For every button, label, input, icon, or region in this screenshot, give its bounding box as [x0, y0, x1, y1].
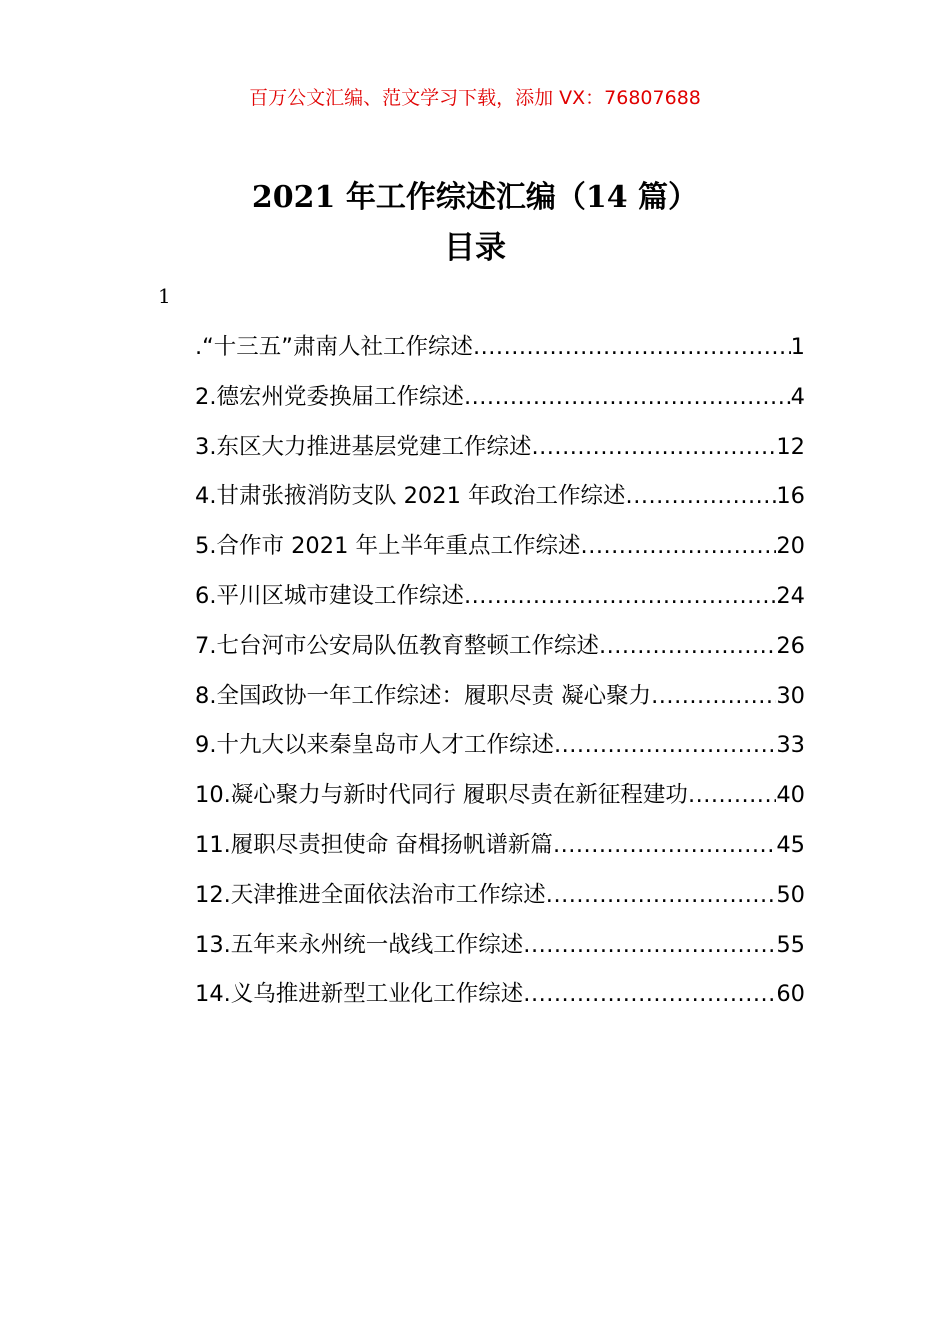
toc-entry-page: 20	[776, 533, 805, 560]
toc-entry-page: 50	[776, 881, 805, 908]
toc-heading: 目录	[444, 230, 506, 266]
toc-entry-title: 4.甘肃张掖消防支队 2021 年政治工作综述	[195, 483, 626, 510]
toc-leader-dots	[553, 825, 776, 865]
toc-entry-title: 5.合作市 2021 年上半年重点工作综述	[195, 533, 581, 560]
toc-leader-dots	[546, 875, 777, 915]
toc-leader-dots	[581, 526, 777, 566]
toc-entry-8[interactable]	[195, 676, 805, 726]
toc-entry-page: 4	[790, 383, 805, 410]
toc-leader-dots	[531, 427, 776, 467]
toc-entry-title: 8.全国政协一年工作综述：履职尽责 凝心聚力	[195, 682, 652, 709]
toc-entry-9[interactable]	[195, 725, 805, 775]
toc-entry-14[interactable]	[195, 974, 805, 1024]
toc-leader-dots	[473, 327, 791, 367]
toc-entry-title: 14.义乌推进新型工业化工作综述	[195, 981, 524, 1008]
toc-entry-7[interactable]	[195, 626, 805, 676]
stray-page-number: 1	[158, 284, 171, 308]
toc-leader-dots	[523, 974, 776, 1014]
toc-entry-title: 10.凝心聚力与新时代同行 履职尽责在新征程建功	[195, 782, 688, 809]
toc-entry-page: 55	[776, 931, 805, 958]
toc-entry-1[interactable]	[195, 327, 805, 377]
toc-leader-dots	[599, 626, 776, 666]
toc-entry-title: 12.天津推进全面依法治市工作综述	[195, 881, 546, 908]
toc-entry-page: 30	[776, 682, 805, 709]
toc-leader-dots	[688, 775, 776, 815]
toc-leader-dots	[554, 725, 776, 765]
toc-entry-title: 2.德宏州党委换届工作综述	[195, 383, 464, 410]
toc-entry-4[interactable]	[195, 476, 805, 526]
document-title: 2021 年工作综述汇编（14 篇）	[251, 180, 699, 215]
toc-entry-11[interactable]	[195, 825, 805, 875]
toc-entry-page: 16	[776, 483, 805, 510]
toc-entry-2[interactable]	[195, 377, 805, 427]
download-banner: 百万公文汇编、范文学习下载，添加 VX：76807688	[249, 87, 701, 109]
toc-entry-page: 60	[776, 981, 805, 1008]
toc-entry-title: 11.履职尽责担使命 奋楫扬帆谱新篇	[195, 831, 553, 858]
toc-entry-title: 6.平川区城市建设工作综述	[195, 582, 464, 609]
toc-entry-page: 26	[776, 632, 805, 659]
toc-leader-dots	[523, 925, 776, 965]
toc-entry-title: 3.东区大力推进基层党建工作综述	[195, 433, 532, 460]
toc-entry-title: .“十三五”肃南人社工作综述	[195, 334, 473, 360]
toc-leader-dots	[464, 377, 791, 417]
toc-entry-6[interactable]	[195, 576, 805, 626]
toc-entry-page: 40	[776, 782, 805, 809]
toc-entry-13[interactable]	[195, 925, 805, 975]
table-of-contents	[195, 327, 805, 1024]
toc-entry-12[interactable]	[195, 875, 805, 925]
toc-leader-dots	[464, 576, 776, 616]
toc-entry-3[interactable]	[195, 427, 805, 477]
toc-entry-page: 12	[776, 433, 805, 460]
toc-entry-page: 33	[776, 732, 805, 759]
toc-entry-title: 13.五年来永州统一战线工作综述	[195, 931, 524, 958]
toc-leader-dots	[651, 676, 776, 716]
toc-entry-page: 24	[776, 582, 805, 609]
toc-entry-title: 9.十九大以来秦皇岛市人才工作综述	[195, 732, 554, 759]
toc-entry-page: 1	[790, 334, 805, 360]
toc-entry-title: 7.七台河市公安局队伍教育整顿工作综述	[195, 632, 599, 659]
toc-entry-10[interactable]	[195, 775, 805, 825]
toc-entry-page: 45	[776, 831, 805, 858]
toc-leader-dots	[626, 476, 777, 516]
toc-entry-5[interactable]	[195, 526, 805, 576]
